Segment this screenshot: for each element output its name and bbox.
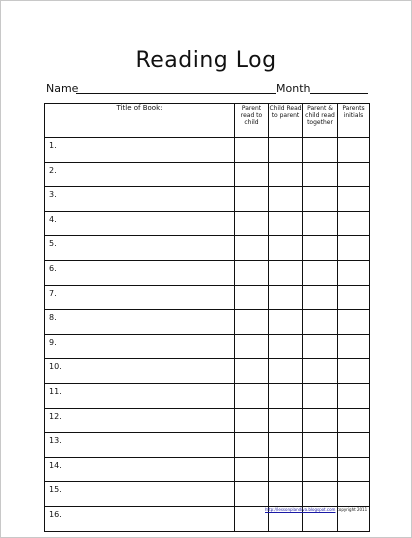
month-label: Month — [276, 82, 311, 95]
footer-copyright: copyright 2011 — [336, 507, 368, 512]
child-read-cell[interactable] — [269, 236, 303, 261]
header-child-read-to-parent: Child Read to parent — [269, 104, 303, 138]
initials-cell[interactable] — [338, 310, 370, 335]
name-month-row — [46, 82, 368, 98]
read-together-cell[interactable] — [303, 236, 338, 261]
parent-read-cell[interactable] — [235, 334, 269, 359]
parent-read-cell[interactable] — [235, 260, 269, 285]
reading-log-table — [44, 103, 370, 532]
read-together-cell[interactable] — [303, 260, 338, 285]
row-number: 13. — [49, 436, 62, 446]
row-number: 11. — [49, 386, 62, 396]
table-row — [45, 310, 370, 335]
row-number: 7. — [49, 288, 57, 298]
initials-cell[interactable] — [338, 285, 370, 310]
book-title-cell[interactable] — [45, 211, 235, 236]
parent-read-cell[interactable] — [235, 285, 269, 310]
read-together-cell[interactable] — [303, 457, 338, 482]
parent-read-cell[interactable] — [235, 138, 269, 163]
child-read-cell[interactable] — [269, 482, 303, 507]
page-title: Reading Log — [135, 48, 277, 73]
row-number: 16. — [49, 509, 62, 519]
parent-read-cell[interactable] — [235, 457, 269, 482]
parent-read-cell[interactable] — [235, 310, 269, 335]
table-row — [45, 433, 370, 458]
row-number: 1. — [49, 141, 57, 150]
book-title-cell[interactable] — [45, 506, 235, 531]
initials-cell[interactable] — [338, 482, 370, 507]
parent-read-cell[interactable] — [235, 236, 269, 261]
read-together-cell[interactable] — [303, 211, 338, 236]
row-number: 14. — [49, 460, 62, 470]
parent-read-cell[interactable] — [235, 408, 269, 433]
child-read-cell[interactable] — [269, 359, 303, 384]
parent-read-cell[interactable] — [235, 162, 269, 187]
initials-cell[interactable] — [338, 211, 370, 236]
book-title-cell[interactable] — [45, 310, 235, 335]
book-title-cell[interactable] — [45, 187, 235, 212]
name-label: Name — [46, 82, 79, 95]
row-number: 3. — [49, 190, 57, 200]
header-row — [45, 104, 370, 138]
row-number: 15. — [49, 485, 62, 495]
read-together-cell[interactable] — [303, 138, 338, 163]
row-number: 6. — [49, 263, 57, 273]
row-number: 5. — [49, 239, 57, 249]
table-row — [45, 211, 370, 236]
book-title-cell[interactable] — [45, 334, 235, 359]
footer — [265, 507, 367, 512]
read-together-cell[interactable] — [303, 482, 338, 507]
table-row — [45, 138, 370, 163]
child-read-cell[interactable] — [269, 211, 303, 236]
initials-cell[interactable] — [338, 433, 370, 458]
header-parent-read-to-child: Parent read to child — [235, 104, 269, 138]
initials-cell[interactable] — [338, 334, 370, 359]
table-row — [45, 482, 370, 507]
child-read-cell[interactable] — [269, 334, 303, 359]
book-title-cell[interactable] — [45, 285, 235, 310]
parent-read-cell[interactable] — [235, 359, 269, 384]
table-row — [45, 334, 370, 359]
initials-cell[interactable] — [338, 138, 370, 163]
book-title-cell[interactable] — [45, 433, 235, 458]
book-title-cell[interactable] — [45, 383, 235, 408]
table-row — [45, 162, 370, 187]
initials-cell[interactable] — [338, 359, 370, 384]
read-together-cell[interactable] — [303, 310, 338, 335]
read-together-cell[interactable] — [303, 162, 338, 187]
child-read-cell[interactable] — [269, 187, 303, 212]
table-row — [45, 285, 370, 310]
table-row — [45, 408, 370, 433]
header-read-together: Parent & child read together — [303, 104, 338, 138]
table-row — [45, 457, 370, 482]
book-title-cell[interactable] — [45, 236, 235, 261]
read-together-cell[interactable] — [303, 408, 338, 433]
header-parents-initials: Parents initials — [338, 104, 370, 138]
parent-read-cell[interactable] — [235, 187, 269, 212]
row-number: 10. — [49, 362, 62, 372]
read-together-cell[interactable] — [303, 187, 338, 212]
initials-cell[interactable] — [338, 236, 370, 261]
name-blank-line — [76, 93, 276, 94]
initials-cell[interactable] — [338, 408, 370, 433]
row-number: 8. — [49, 313, 57, 323]
month-blank-line — [310, 93, 368, 94]
child-read-cell[interactable] — [269, 260, 303, 285]
child-read-cell[interactable] — [269, 138, 303, 163]
book-title-cell[interactable] — [45, 408, 235, 433]
child-read-cell[interactable] — [269, 433, 303, 458]
book-title-cell[interactable] — [45, 162, 235, 187]
child-read-cell[interactable] — [269, 310, 303, 335]
read-together-cell[interactable] — [303, 433, 338, 458]
initials-cell[interactable] — [338, 260, 370, 285]
parent-read-cell[interactable] — [235, 482, 269, 507]
child-read-cell[interactable] — [269, 162, 303, 187]
table-row — [45, 187, 370, 212]
table-row — [45, 260, 370, 285]
initials-cell[interactable] — [338, 457, 370, 482]
child-read-cell[interactable] — [269, 285, 303, 310]
book-title-cell[interactable] — [45, 359, 235, 384]
table-body — [45, 138, 370, 532]
parent-read-cell[interactable] — [235, 211, 269, 236]
book-title-cell[interactable] — [45, 138, 235, 163]
row-number: 9. — [49, 337, 57, 347]
row-number: 4. — [49, 214, 57, 224]
child-read-cell[interactable] — [269, 457, 303, 482]
read-together-cell[interactable] — [303, 359, 338, 384]
parent-read-cell[interactable] — [235, 433, 269, 458]
book-title-cell[interactable] — [45, 260, 235, 285]
initials-cell[interactable] — [338, 187, 370, 212]
child-read-cell[interactable] — [269, 383, 303, 408]
row-number: 2. — [49, 165, 57, 175]
footer-link[interactable]: http://lessonplandiva.blogspot.com — [265, 507, 336, 512]
read-together-cell[interactable] — [303, 285, 338, 310]
table-row — [45, 383, 370, 408]
book-title-cell[interactable] — [45, 457, 235, 482]
row-number: 12. — [49, 411, 62, 421]
header-title-of-book: Title of Book: — [45, 104, 235, 138]
parent-read-cell[interactable] — [235, 506, 269, 531]
initials-cell[interactable] — [338, 162, 370, 187]
initials-cell[interactable] — [338, 383, 370, 408]
table-row — [45, 359, 370, 384]
table-row — [45, 236, 370, 261]
read-together-cell[interactable] — [303, 334, 338, 359]
read-together-cell[interactable] — [303, 383, 338, 408]
book-title-cell[interactable] — [45, 482, 235, 507]
parent-read-cell[interactable] — [235, 383, 269, 408]
child-read-cell[interactable] — [269, 408, 303, 433]
